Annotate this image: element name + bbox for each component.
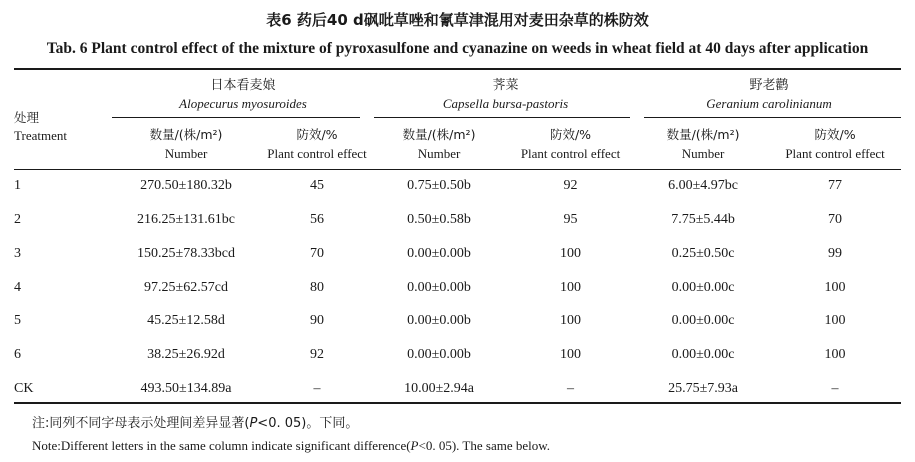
number-cell: 25.75±7.93a (668, 381, 738, 396)
species-name-latin: Alopecurus myosuroides (179, 96, 307, 111)
table-row (14, 169, 901, 203)
header-row-metrics (14, 117, 901, 169)
species-name-cn: 野老鹳 (749, 78, 789, 93)
treatment-label: 5 (14, 313, 21, 328)
species-name-latin: Geranium carolinianum (706, 96, 832, 111)
effect-cell: 92 (310, 347, 324, 362)
number-cell: 38.25±26.92d (147, 347, 225, 362)
effect-cell: 100 (560, 246, 582, 261)
effect-header: 防效/% Plant control effect (785, 126, 885, 161)
species-name-cn: 日本看麦娘 (210, 78, 276, 93)
effect-cell: 90 (310, 313, 324, 328)
number-cell: 0.00±0.00c (671, 347, 735, 362)
number-cell: 45.25±12.58d (147, 313, 225, 328)
number-cell: 0.00±0.00c (671, 313, 735, 328)
table-row (14, 203, 901, 237)
effect-cell: 100 (824, 313, 846, 328)
effect-cell: – (831, 381, 839, 396)
effect-cell: 80 (310, 279, 324, 295)
species-header-3 (637, 69, 901, 117)
effect-cell: 100 (560, 313, 582, 328)
number-cell: 0.00±0.00b (407, 246, 471, 261)
effect-cell: 77 (828, 178, 843, 193)
effect-header: 防效/% Plant control effect (520, 126, 621, 161)
effect-cell: 100 (560, 279, 582, 295)
number-cell: 7.75±5.44b (671, 212, 735, 227)
effect-cell: 70 (310, 246, 324, 261)
number-cell: 0.00±0.00b (407, 313, 471, 328)
table-row (14, 237, 901, 271)
effect-header: 防效/% Plant control effect (267, 126, 367, 161)
table-body (14, 169, 901, 406)
table-row (14, 304, 901, 338)
species-header-1 (112, 69, 374, 117)
number-cell: 216.25±131.61bc (137, 212, 235, 227)
treatment-label: CK (14, 381, 34, 396)
table-title-english: Tab. 6 Plant control effect of the mixture of pyroxasulfone and cyanazine on weeds in wheat field at 40 days after application (46, 40, 869, 57)
footnote-chinese: 注:同列不同字母表示处理间差异显著(P<0. 05)。下同。 (32, 416, 359, 431)
effect-cell: 92 (563, 178, 578, 193)
number-cell: 0.75±0.50b (407, 178, 471, 193)
species-name-cn: 荠菜 (492, 78, 519, 93)
treatment-header-cn: 处理 (14, 110, 40, 125)
effect-cell: 100 (560, 347, 582, 362)
table-row (14, 338, 901, 372)
number-cell: 0.00±0.00b (407, 347, 471, 362)
number-header: 数量/(株/m²) Number (149, 126, 223, 161)
effect-cell: 70 (828, 212, 843, 227)
effect-cell: 45 (310, 178, 324, 193)
treatment-header-en: Treatment (14, 128, 67, 143)
number-cell: 0.00±0.00c (671, 279, 735, 295)
table-row (14, 271, 901, 304)
table-title-chinese: 表6 药后40 d砜吡草唑和氰草津混用对麦田杂草的株防效 (266, 11, 649, 29)
number-cell: 97.25±62.57cd (144, 279, 228, 295)
number-cell: 0.25±0.50c (671, 246, 735, 261)
treatment-label: 3 (14, 246, 21, 261)
number-header: 数量/(株/m²) Number (402, 126, 476, 161)
header-row-species (14, 69, 901, 117)
treatment-header (14, 69, 112, 169)
species-name-latin: Capsella bursa-pastoris (442, 96, 569, 111)
effect-cell: 100 (824, 279, 846, 295)
effect-cell: 100 (824, 347, 846, 362)
treatment-label: 6 (14, 347, 21, 362)
treatment-label: 4 (14, 279, 21, 295)
number-header: 数量/(株/m²) Number (666, 126, 740, 161)
data-table (14, 69, 901, 406)
effect-cell: 95 (563, 212, 578, 227)
treatment-label: 1 (14, 178, 21, 193)
effect-cell: – (567, 381, 575, 396)
treatment-label: 2 (14, 212, 21, 227)
effect-cell: 99 (828, 246, 843, 261)
number-cell: 270.50±180.32b (140, 178, 232, 193)
number-cell: 6.00±4.97bc (668, 178, 738, 193)
species-header-2 (374, 69, 637, 117)
footnote-english: Note:Different letters in the same column indicate significant difference(P<0. 05). The same below. (32, 438, 551, 453)
effect-cell: 56 (310, 212, 324, 227)
number-cell: 0.50±0.58b (407, 212, 471, 227)
number-cell: 10.00±2.94a (404, 381, 474, 396)
number-cell: 0.00±0.00b (407, 279, 471, 295)
effect-cell: – (313, 381, 321, 396)
number-cell: 493.50±134.89a (140, 381, 232, 396)
number-cell: 150.25±78.33bcd (137, 246, 235, 261)
table-row (14, 372, 901, 406)
